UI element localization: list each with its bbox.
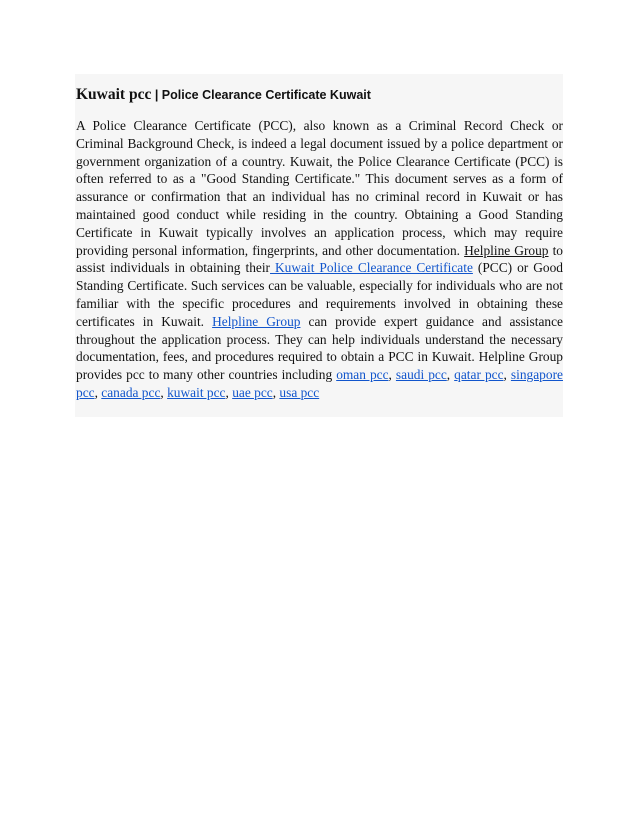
saudi-pcc-link[interactable]: saudi pcc [395,367,447,383]
qatar-pcc-link[interactable]: qatar pcc [454,367,504,383]
helpline-group-link-1[interactable]: Helpline Group [464,242,549,258]
helpline-group-link-2[interactable]: Helpline Group [212,313,301,329]
uae-pcc-link[interactable]: uae pcc [232,384,273,400]
comma-separator: , [225,384,233,400]
kuwait-pcc-link[interactable]: kuwait pcc [167,384,226,400]
usa-pcc-link[interactable]: usa pcc [279,384,320,400]
comma-separator: , [160,384,168,400]
comma-separator: , [388,367,396,383]
title-subtitle: Police Clearance Certificate Kuwait [161,88,371,102]
paragraph-text-1: A Police Clearance Certificate (PCC), also known as a Criminal Record Check or Criminal Background Check, is indeed a legal document issued by a police department or government organization of a country. Kuwait, the Police Clearance Certificate (PCC) is often referred to as a "Good Standing Certificate." This document serves as a form of assurance or confirmation that an individual has no criminal record in Kuwait or has maintained good conduct while residing in the country. Obtaining a Good Standing Certificate in Kuwait typically involves an application process, which may require providing personal information, fingerprints, and other documentation. [76,118,563,258]
paragraph-text-2: to assist individuals in obtaining their [76,242,564,276]
document-block [75,74,563,417]
page-title [76,78,563,105]
paragraph-text-3: (PCC) or Good Standing Certificate. Such services can be valuable, especially for individuals who are not familiar with the specific procedures and requirements involved in obtaining these certificates in Kuwait. [76,260,563,329]
comma-separator: , [503,367,511,383]
comma-separator: , [446,367,455,383]
canada-pcc-link[interactable]: canada pcc [101,384,161,400]
body-paragraph [76,117,563,402]
kuwait-pcc-certificate-link[interactable]: Kuwait Police Clearance Certificate [270,260,473,276]
comma-separator: , [272,384,280,400]
comma-separator: , [94,384,102,400]
paragraph-text-4: can provide expert guidance and assistance throughout the application process. They can help individuals understand the necessary documentation, fees, and procedures required to obtain a PCC in Kuwait. Helpline Group provides pcc to many other countries including [76,313,563,383]
title-main: Kuwait pcc [76,86,152,103]
oman-pcc-link[interactable]: oman pcc [336,367,389,383]
singapore-pcc-link[interactable]: singapore pcc [76,367,563,400]
title-separator: | [151,88,162,102]
